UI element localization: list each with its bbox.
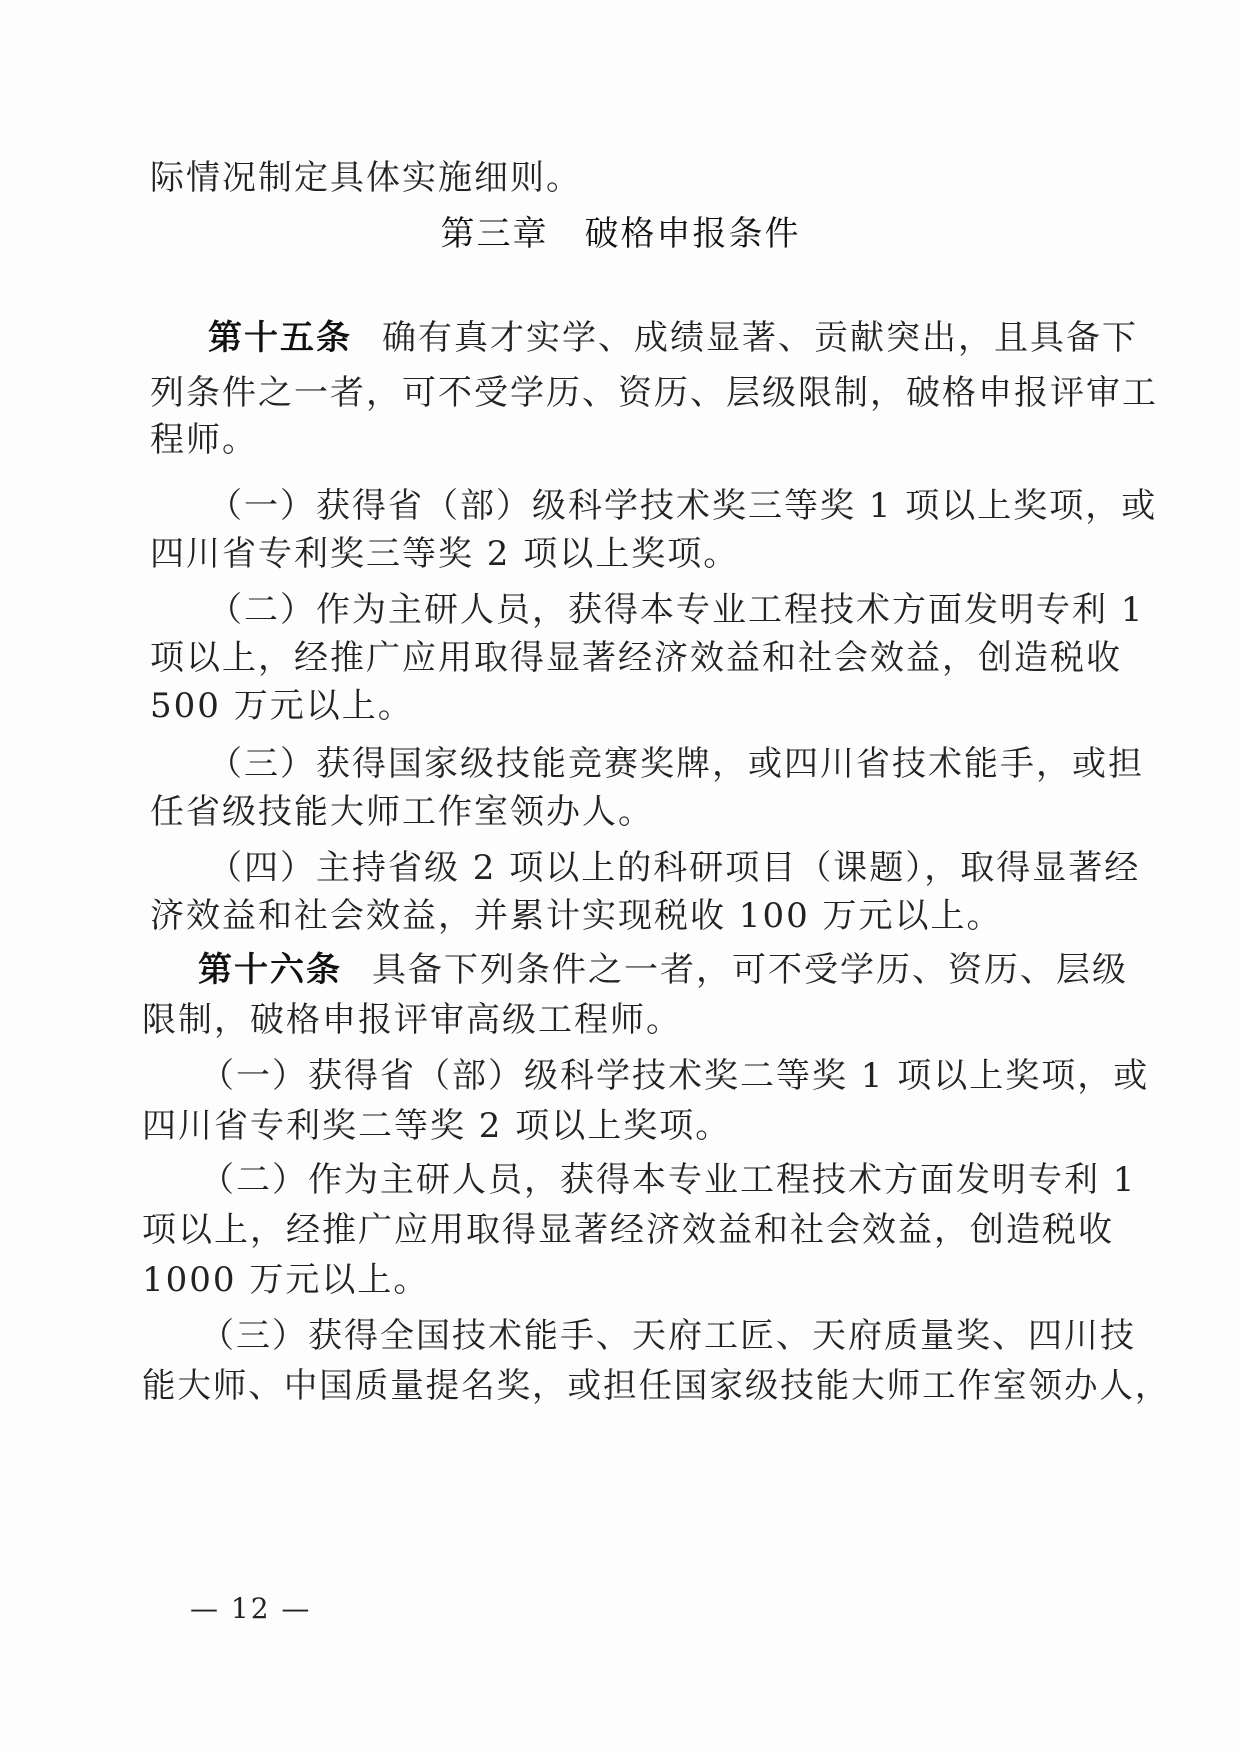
article-15-item-3-line-2: 任省级技能大师工作室领办人。 bbox=[150, 792, 654, 832]
article-15-first-line bbox=[208, 318, 1138, 358]
article-15-item-1-line-1: （一）获得省（部）级科学技术奖三等奖 1 项以上奖项，或 bbox=[208, 486, 1158, 526]
article-15-line-3: 程师。 bbox=[150, 420, 258, 460]
article-16-item-1-line-1: （一）获得省（部）级科学技术奖二等奖 1 项以上奖项，或 bbox=[200, 1056, 1150, 1096]
article-16-label: 第十六条 bbox=[198, 950, 342, 990]
article-15-label: 第十五条 bbox=[208, 318, 352, 358]
chapter-title: 第三章 破格申报条件 bbox=[440, 214, 801, 254]
intro-tail-text: 际情况制定具体实施细则。 bbox=[150, 158, 582, 198]
page-number: — 12 — bbox=[190, 1592, 312, 1625]
article-15-item-1-line-2: 四川省专利奖三等奖 2 项以上奖项。 bbox=[150, 534, 740, 574]
article-15-item-3-line-1: （三）获得国家级技能竞赛奖牌，或四川省技术能手，或担 bbox=[208, 744, 1144, 784]
article-15-line-2: 列条件之一者，可不受学历、资历、层级限制，破格申报评审工 bbox=[150, 373, 1158, 413]
article-16-line-2: 限制，破格申报评审高级工程师。 bbox=[142, 1000, 682, 1040]
article-16-line-1: 具备下列条件之一者，可不受学历、资历、层级 bbox=[372, 950, 1128, 990]
article-15-item-2-line-1: （二）作为主研人员，获得本专业工程技术方面发明专利 1 bbox=[208, 590, 1145, 630]
article-16-item-3-line-1: （三）获得全国技术能手、天府工匠、天府质量奖、四川技 bbox=[200, 1316, 1136, 1356]
article-15-item-4-line-1: （四）主持省级 2 项以上的科研项目（课题），取得显著经 bbox=[208, 848, 1141, 888]
article-16-item-3-line-2: 能大师、中国质量提名奖，或担任国家级技能大师工作室领办人， bbox=[142, 1366, 1171, 1406]
article-16-item-1-line-2: 四川省专利奖二等奖 2 项以上奖项。 bbox=[142, 1106, 732, 1146]
article-15-item-4-line-2: 济效益和社会效益，并累计实现税收 100 万元以上。 bbox=[150, 896, 1003, 936]
article-15-item-2-line-3: 500 万元以上。 bbox=[150, 686, 414, 726]
article-16-item-2-line-1: （二）作为主研人员，获得本专业工程技术方面发明专利 1 bbox=[200, 1160, 1137, 1200]
article-15-line-1: 确有真才实学、成绩显著、贡献突出，且具备下 bbox=[382, 318, 1138, 358]
article-16-first-line bbox=[198, 950, 1128, 990]
article-15-item-2-line-2: 项以上，经推广应用取得显著经济效益和社会效益，创造税收 bbox=[150, 638, 1122, 678]
article-16-item-2-line-3: 1000 万元以上。 bbox=[142, 1260, 430, 1300]
article-16-item-2-line-2: 项以上，经推广应用取得显著经济效益和社会效益，创造税收 bbox=[142, 1210, 1114, 1250]
